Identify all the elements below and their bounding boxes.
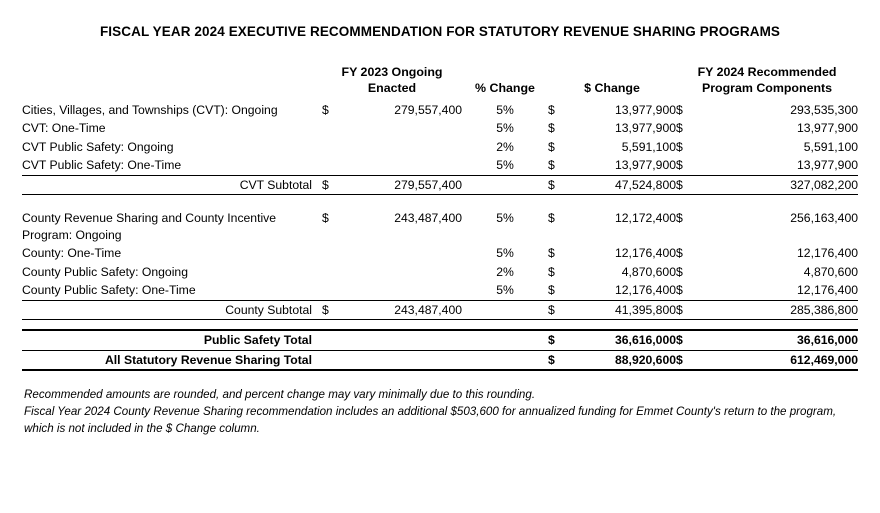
row-recommended-symbol: $ <box>676 156 698 175</box>
row-recommended-symbol: $ <box>676 264 683 279</box>
column-header-enacted <box>322 65 462 101</box>
row-enacted-symbol <box>322 263 344 281</box>
total-change-value: 88,920,600 <box>570 350 676 370</box>
table-row <box>22 101 858 119</box>
row-label: County Public Safety: One-Time <box>22 281 322 300</box>
public-safety-total-row <box>22 330 858 350</box>
subtotal-change-symbol: $ <box>548 300 570 319</box>
total-label: All Statutory Revenue Sharing Total <box>22 350 322 370</box>
row-change-value: 12,172,400 <box>615 211 676 226</box>
row-change-value: 13,977,900 <box>570 156 676 175</box>
column-header-pct-change: % Change <box>475 80 535 95</box>
row-label: County Public Safety: Ongoing <box>21 264 188 279</box>
row-pct-value: 2% <box>496 139 514 154</box>
row-recommended-value: 12,176,400 <box>797 246 859 261</box>
row-enacted-value <box>344 244 462 262</box>
row-enacted-value <box>344 119 462 137</box>
row-label-line1: County Revenue Sharing and County Incentive <box>21 211 277 226</box>
row-enacted-symbol <box>322 281 344 300</box>
subtotal-change-symbol: $ <box>548 175 570 194</box>
total-change-symbol: $ <box>548 350 570 370</box>
cvt-subtotal-row <box>22 175 858 194</box>
column-header-label <box>22 65 322 101</box>
total-recommended-value: 36,616,000 <box>698 330 858 350</box>
subtotal-enacted-value: 279,557,400 <box>344 175 462 194</box>
row-change-value: 12,176,400 <box>615 246 676 261</box>
total-recommended-value: 612,469,000 <box>698 350 858 370</box>
subtotal-recommended-symbol: $ <box>676 300 698 319</box>
row-label: Cities, Villages, and Townships (CVT): Ongoing <box>21 103 278 117</box>
row-change-symbol: $ <box>548 211 555 226</box>
total-label: Public Safety Total <box>22 330 322 350</box>
table-row <box>22 263 858 281</box>
row-pct-value: 5% <box>496 246 514 261</box>
row-recommended-value: 4,870,600 <box>803 264 859 279</box>
row-pct-value: 5% <box>462 156 548 175</box>
row-change-symbol: $ <box>548 281 570 300</box>
row-label-line2: Program: Ongoing <box>21 227 122 242</box>
row-recommended-symbol: $ <box>676 281 698 300</box>
total-pct-value <box>462 350 548 370</box>
row-enacted-value <box>344 156 462 175</box>
row-enacted-value: 243,487,400 <box>394 211 462 226</box>
table-row <box>22 119 858 137</box>
row-change-value: 5,591,100 <box>621 139 676 154</box>
column-header-enacted-line2: Enacted <box>367 80 417 95</box>
row-pct-value: 2% <box>496 264 514 279</box>
row-enacted-value <box>344 281 462 300</box>
total-enacted-symbol <box>322 350 344 370</box>
row-recommended-value: 5,591,100 <box>803 139 859 154</box>
row-enacted-value <box>344 138 462 156</box>
table-header <box>22 65 858 101</box>
table-row <box>22 138 858 156</box>
row-label <box>22 209 322 244</box>
row-enacted-symbol: $ <box>321 103 329 117</box>
row-change-value: 12,176,400 <box>570 281 676 300</box>
column-header-enacted-line1: FY 2023 Ongoing <box>341 65 443 79</box>
page-title: FISCAL YEAR 2024 EXECUTIVE RECOMMENDATION FOR STATUTORY REVENUE SHARING PROGRAMS <box>99 24 781 39</box>
total-enacted-value <box>344 350 462 370</box>
subtotal-change-value: 47,524,800 <box>570 175 676 194</box>
row-enacted-symbol <box>322 119 344 137</box>
table-row <box>22 209 858 244</box>
footnote-line-3: which is not included in the $ Change column. <box>24 421 260 435</box>
row-recommended-symbol: $ <box>676 246 683 261</box>
grand-total-row <box>22 350 858 370</box>
column-header-recommended-line1: FY 2024 Recommended <box>697 65 837 79</box>
row-change-symbol: $ <box>548 103 555 117</box>
column-header-dollar-change: $ Change <box>584 80 640 95</box>
row-recommended-symbol: $ <box>676 103 683 117</box>
subtotal-recommended-value: 285,386,800 <box>698 300 858 319</box>
total-pct-value <box>462 330 548 350</box>
row-pct-value: 5% <box>496 211 514 226</box>
total-enacted-symbol <box>322 330 344 350</box>
subtotal-recommended-symbol: $ <box>676 175 698 194</box>
row-change-symbol: $ <box>548 156 570 175</box>
row-recommended-value: 13,977,900 <box>698 156 858 175</box>
row-enacted-symbol <box>322 138 344 156</box>
county-subtotal-row <box>22 300 858 319</box>
row-change-value: 13,977,900 <box>615 103 676 117</box>
row-change-symbol: $ <box>548 246 555 261</box>
subtotal-recommended-value: 327,082,200 <box>698 175 858 194</box>
section-spacer <box>22 320 858 331</box>
row-change-value: 4,870,600 <box>621 264 676 279</box>
document-page <box>0 24 880 513</box>
subtotal-change-value: 41,395,800 <box>570 300 676 319</box>
table-row <box>22 156 858 175</box>
row-recommended-symbol: $ <box>676 139 683 154</box>
section-spacer <box>22 195 858 210</box>
row-enacted-symbol <box>322 244 344 262</box>
footnote-line-1: Recommended amounts are rounded, and percent change may vary minimally due to this rounding. <box>24 388 536 402</box>
row-recommended-value: 12,176,400 <box>698 281 858 300</box>
row-recommended-value: 256,163,400 <box>790 211 859 226</box>
subtotal-enacted-value: 243,487,400 <box>344 300 462 319</box>
row-label: County: One-Time <box>21 246 122 261</box>
total-recommended-symbol: $ <box>676 350 698 370</box>
revenue-sharing-table <box>22 65 858 371</box>
row-recommended-value: 293,535,300 <box>790 103 859 117</box>
subtotal-label: County Subtotal <box>22 300 322 319</box>
row-recommended-symbol: $ <box>676 121 683 136</box>
total-change-symbol: $ <box>548 330 570 350</box>
table-row <box>22 244 858 262</box>
row-change-symbol: $ <box>548 139 555 154</box>
subtotal-enacted-symbol: $ <box>322 175 344 194</box>
footnote-line-2: Fiscal Year 2024 County Revenue Sharing recommendation includes an additional $503,600 for annualized funding for Emmet County's return to the program, <box>24 404 837 418</box>
subtotal-pct-value <box>462 175 548 194</box>
row-label: CVT Public Safety: One-Time <box>22 156 322 175</box>
row-label: CVT Public Safety: Ongoing <box>21 139 174 154</box>
row-recommended-value: 13,977,900 <box>797 121 859 136</box>
subtotal-label: CVT Subtotal <box>22 175 322 194</box>
row-pct-value: 5% <box>496 121 514 136</box>
row-change-value: 13,977,900 <box>615 121 676 136</box>
row-pct-value: 5% <box>462 281 548 300</box>
total-change-value: 36,616,000 <box>570 330 676 350</box>
row-label: CVT: One-Time <box>21 121 106 136</box>
column-header-recommended <box>676 65 858 101</box>
row-pct-value: 5% <box>496 103 514 117</box>
row-enacted-value: 279,557,400 <box>394 103 462 117</box>
footnotes <box>22 387 858 437</box>
table-row <box>22 281 858 300</box>
total-recommended-symbol: $ <box>676 330 698 350</box>
row-change-symbol: $ <box>548 264 555 279</box>
subtotal-enacted-symbol: $ <box>322 300 344 319</box>
row-change-symbol: $ <box>548 121 555 136</box>
row-enacted-symbol <box>322 156 344 175</box>
subtotal-pct-value <box>462 300 548 319</box>
row-enacted-symbol: $ <box>321 211 329 226</box>
row-recommended-symbol: $ <box>676 211 683 226</box>
table-body <box>22 101 858 370</box>
column-header-recommended-line2: Program Components <box>701 80 833 95</box>
row-enacted-value <box>344 263 462 281</box>
total-enacted-value <box>344 330 462 350</box>
